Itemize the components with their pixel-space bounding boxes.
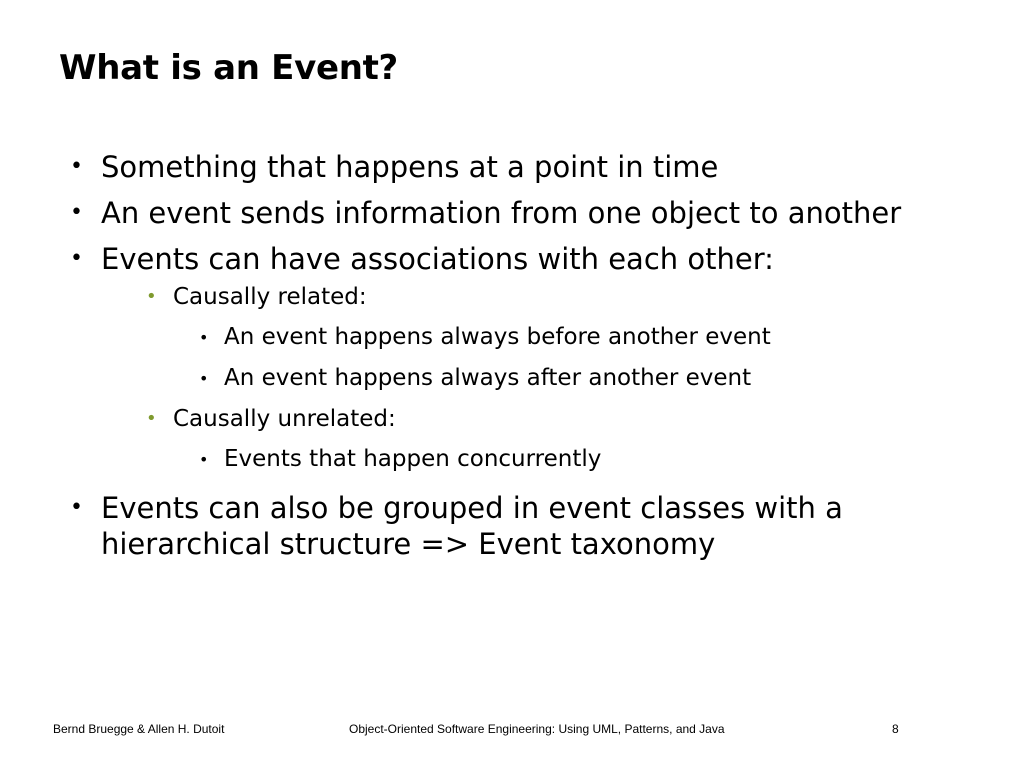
bullet-text: Events can also be grouped in event classes with a hierarchical structure => Event taxonomy xyxy=(101,491,843,561)
sub-sub-bullet-list xyxy=(173,317,970,399)
bullet-icon: • xyxy=(70,154,83,179)
bullet-icon: • xyxy=(70,495,83,520)
bullet-icon: • xyxy=(70,246,83,271)
sub-bullet-item xyxy=(146,277,970,399)
sub-sub-bullet-item xyxy=(199,317,970,358)
bullet-list xyxy=(70,149,970,572)
slide-title: What is an Event? xyxy=(59,48,398,88)
sub-sub-bullet-item xyxy=(199,439,970,480)
footer-authors: Bernd Bruegge & Allen H. Dutoit xyxy=(53,722,225,736)
sub-sub-bullet-icon: • xyxy=(199,369,209,388)
sub-sub-bullet-item xyxy=(199,358,970,399)
bullet-text: Something that happens at a point in time xyxy=(101,150,719,184)
sub-sub-bullet-list xyxy=(173,439,970,480)
sub-bullet-item xyxy=(146,399,970,480)
sub-bullet-text: Causally unrelated: xyxy=(173,406,396,432)
sub-bullet-icon: • xyxy=(146,408,157,429)
sub-bullet-text: Causally related: xyxy=(173,284,367,310)
bullet-item xyxy=(70,241,970,480)
sub-sub-bullet-icon: • xyxy=(199,328,209,347)
sub-sub-bullet-text: An event happens always before another event xyxy=(224,324,771,350)
bullet-icon: • xyxy=(70,200,83,225)
sub-sub-bullet-icon: • xyxy=(199,450,209,469)
sub-sub-bullet-text: An event happens always after another event xyxy=(224,365,752,391)
bullet-text: An event sends information from one object to another xyxy=(101,196,902,230)
footer-book-title: Object-Oriented Software Engineering: Using UML, Patterns, and Java xyxy=(349,722,725,736)
bullet-item xyxy=(70,490,970,562)
sub-sub-bullet-text: Events that happen concurrently xyxy=(224,446,602,472)
bullet-text: Events can have associations with each other: xyxy=(101,242,774,276)
bullet-item xyxy=(70,195,970,231)
sub-bullet-icon: • xyxy=(146,286,157,307)
sub-bullet-list xyxy=(101,277,970,480)
bullet-item xyxy=(70,149,970,185)
footer-page-number: 8 xyxy=(892,722,899,736)
